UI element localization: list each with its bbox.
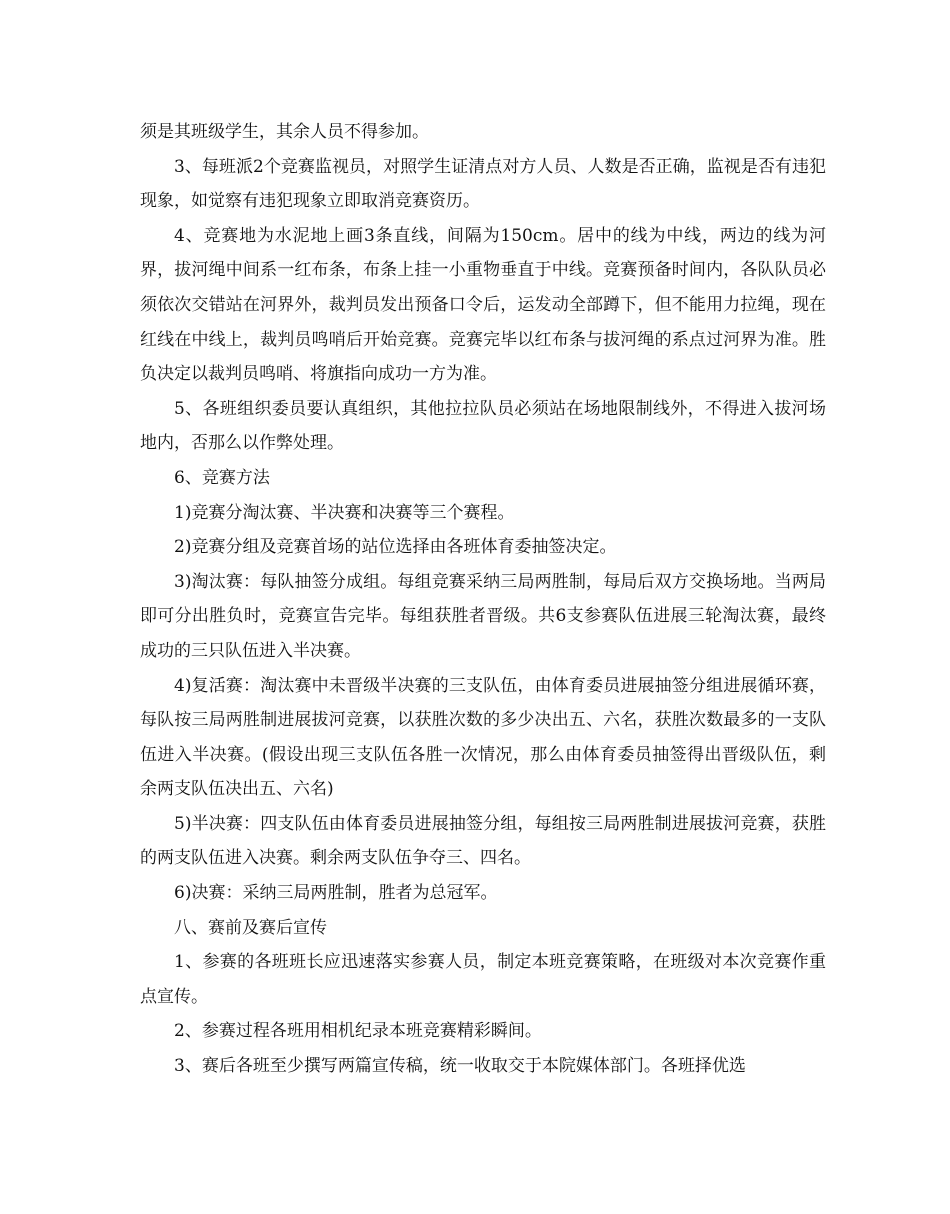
list-item: 3)淘汰赛：每队抽签分成组。每组竞赛采纳三局两胜制，每局后双方交换场地。当两局即可分出胜负时，竞赛宣告完毕。每组获胜者晋级。共6支参赛队伍进展三轮淘汰赛，最终成功的三只队伍进入半决赛。 <box>140 571 826 661</box>
paragraph: 3、赛后各班至少撰写两篇宣传稿，统一收取交于本院媒体部门。各班择优选 <box>174 1056 746 1077</box>
section-heading: 6、竞赛方法 <box>174 467 270 488</box>
paragraph: 4、竞赛地为水泥地上画3条直线，间隔为150cm。居中的线为中线，两边的线为河界，拔河绳中间系一红布条，布条上挂一小重物垂直于中线。竞赛预备时间内，各队队员必须依次交错站在河界外，裁判员发出预备口令后，运发动全部蹲下，但不能用力拉绳，现在红线在中线上，裁判员鸣哨后开始竞赛。竞赛完毕以红布条与拔河绳的系点过河界为准。胜负决定以裁判员鸣哨、将旗指向成功一方为准。 <box>140 225 826 385</box>
paragraph: 1、参赛的各班班长应迅速落实参赛人员，制定本班竞赛策略，在班级对本次竞赛作重点宣传。 <box>140 952 826 1007</box>
list-item: 5)半决赛：四支队伍由体育委员进展抽签分组，每组按三局两胜制进展拔河竞赛，获胜的两支队伍进入决赛。剩余两支队伍争夺三、四名。 <box>140 813 826 869</box>
paragraph: 2、参赛过程各班用相机纪录本班竞赛精彩瞬间。 <box>174 1021 542 1042</box>
paragraph: 须是其班级学生，其余人员不得参加。 <box>140 122 429 142</box>
list-item: 2)竞赛分组及竞赛首场的站位选择由各班体育委抽签决定。 <box>174 537 617 558</box>
section-heading: 八、赛前及赛后宣传 <box>174 917 327 938</box>
paragraph: 3、每班派2个竞赛监视员，对照学生证清点对方人员、人数是否正确，监视是否有违犯现象，如觉察有违犯现象立即取消竞赛资历。 <box>140 156 826 212</box>
list-item: 4)复活赛：淘汰赛中未晋级半决赛的三支队伍，由体育委员进展抽签分组进展循环赛，每队按三局两胜制进展拔河竞赛，以获胜次数的多少决出五、六名，获胜次数最多的一支队伍进入半决赛。(假设出现三支队伍各胜一次情况，那么由体育委员抽签得出晋级队伍，剩余两支队伍决出五、六名) <box>140 675 826 800</box>
paragraph: 5、各班组织委员要认真组织，其他拉拉队员必须站在场地限制线外，不得进入拔河场地内，否那么以作弊处理。 <box>140 398 826 454</box>
list-item: 1)竞赛分淘汰赛、半决赛和决赛等三个赛程。 <box>174 502 515 523</box>
list-item: 6)决赛：采纳三局两胜制，胜者为总冠军。 <box>174 883 498 904</box>
